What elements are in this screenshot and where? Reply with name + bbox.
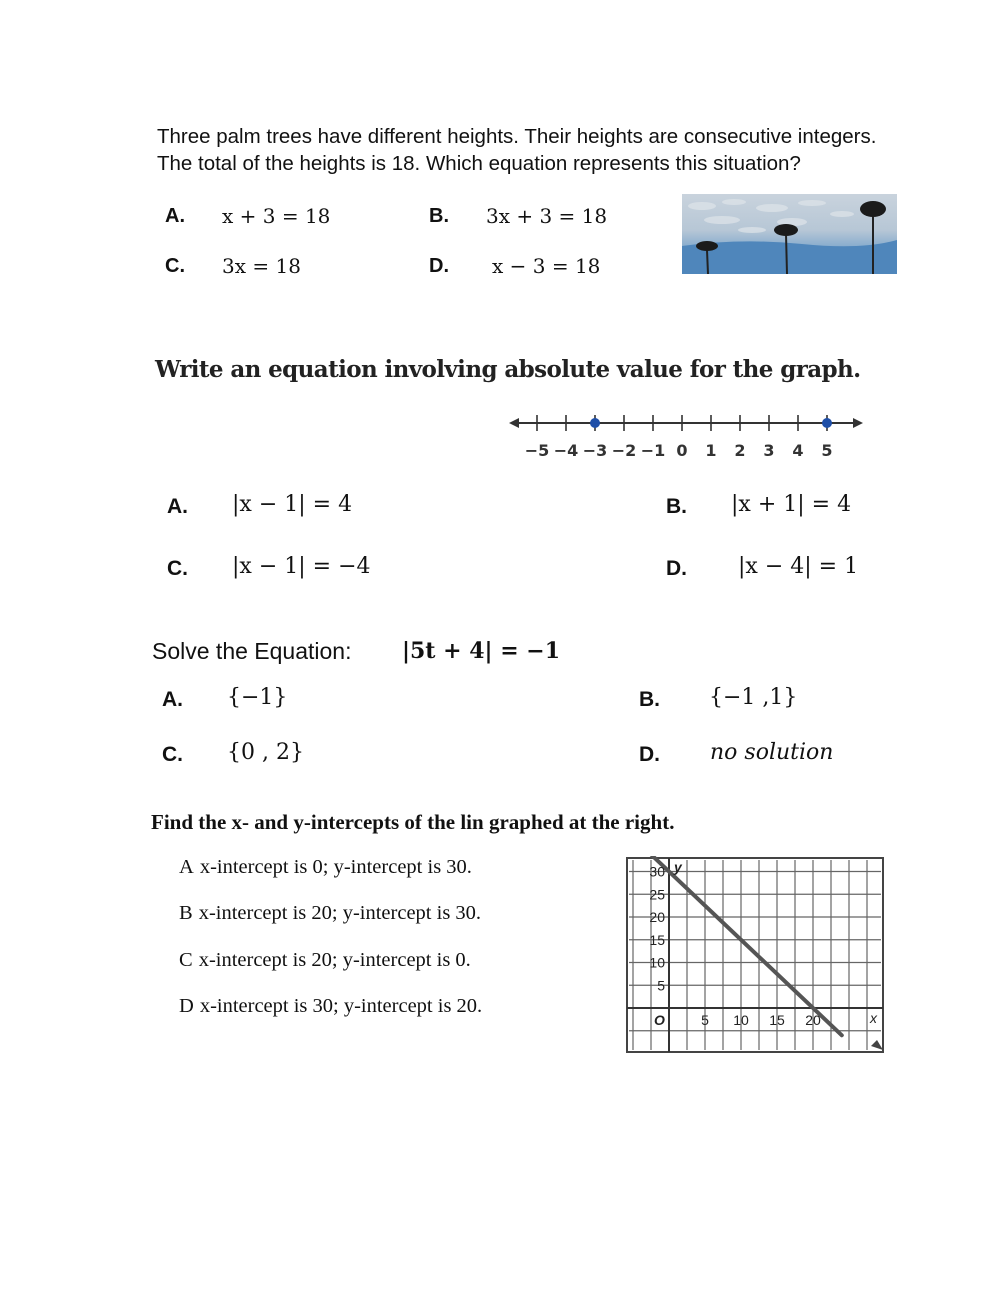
- number-line-label: 4: [792, 441, 804, 460]
- q4-title: Find the x- and y-intercepts of the lin graphed at the right.: [151, 810, 675, 834]
- q1-option-a[interactable]: x + 3 = 18: [222, 204, 331, 228]
- q3-option-c[interactable]: {0 , 2}: [227, 740, 304, 765]
- number-line-label: −4: [553, 441, 579, 460]
- q4-option-d-text: x-intercept is 30; y-intercept is 20.: [199, 995, 483, 1017]
- number-line-label: 0: [676, 441, 688, 460]
- graph-x-tick-label: 10: [733, 1012, 749, 1028]
- graph-origin-label: O: [654, 1012, 665, 1028]
- q4-option-a-letter: A: [179, 856, 194, 878]
- q3-option-c-letter: C.: [162, 743, 183, 766]
- q1-prompt: Three palm trees have different heights. Their heights are consecutive integers. The total of the heights is 18. Which equation represents this situation?: [157, 125, 877, 175]
- q2-option-a[interactable]: |x − 1| = 4: [232, 492, 353, 517]
- intercept-graph: [625, 856, 887, 1056]
- graph-y-tick-label: 25: [649, 886, 665, 903]
- q4-option-c[interactable]: [179, 949, 471, 972]
- number-line-label: 5: [821, 441, 833, 460]
- q1-option-d[interactable]: x − 3 = 18: [492, 254, 601, 278]
- q1-option-c[interactable]: 3x = 18: [222, 254, 301, 278]
- number-line-point: [590, 418, 600, 428]
- graph-y-tick-label: 15: [649, 931, 665, 948]
- q3-option-d[interactable]: no solution: [710, 740, 834, 765]
- graph-y-tick-label: 10: [649, 954, 665, 971]
- q2-option-d-letter: D.: [666, 557, 687, 580]
- q4-option-c-text: x-intercept is 20; y-intercept is 0.: [198, 949, 471, 971]
- graph-x-tick-label: 15: [769, 1012, 785, 1028]
- q3-option-a-letter: A.: [162, 688, 183, 711]
- q3-option-b[interactable]: {−1 ,1}: [709, 685, 798, 710]
- q1-option-d-letter: D.: [429, 255, 449, 277]
- q2-option-c[interactable]: |x − 1| = −4: [232, 554, 371, 579]
- number-line-label: −3: [582, 441, 608, 460]
- q1-option-c-letter: C.: [165, 255, 185, 277]
- number-line-label: 1: [705, 441, 717, 460]
- q4-option-b-text: x-intercept is 20; y-intercept is 30.: [198, 902, 482, 924]
- q3-option-a[interactable]: {−1}: [227, 685, 288, 710]
- q3-title: Solve the Equation:: [152, 638, 352, 664]
- q2-option-b[interactable]: |x + 1| = 4: [731, 492, 852, 517]
- q2-option-d[interactable]: |x − 4| = 1: [738, 554, 859, 579]
- q1-option-b-letter: B.: [429, 205, 449, 227]
- q4-option-a[interactable]: [179, 856, 472, 879]
- number-line-left-arrow: [509, 418, 519, 428]
- graph-y-tick-label: 30: [649, 863, 665, 880]
- number-line-right-arrow: [853, 418, 863, 428]
- number-line: [505, 402, 865, 464]
- q3-option-b-letter: B.: [639, 688, 660, 711]
- palm-trees-image: [682, 194, 897, 274]
- graph-x-tick-label: 5: [701, 1012, 709, 1028]
- graph-y-tick-label: 20: [649, 909, 665, 925]
- number-line-label: −5: [524, 441, 550, 460]
- q4-option-d-letter: D: [179, 995, 194, 1017]
- q4-option-d[interactable]: [179, 995, 482, 1018]
- q3-option-d-letter: D.: [639, 743, 660, 766]
- number-line-label: −1: [640, 441, 666, 460]
- q3-equation: |5t + 4| = −1: [402, 638, 561, 664]
- q4-option-b-letter: B: [179, 902, 193, 924]
- graph-y-label: y: [674, 859, 682, 875]
- q2-option-b-letter: B.: [666, 495, 687, 518]
- number-line-label: −2: [611, 441, 637, 460]
- q2-option-a-letter: A.: [167, 495, 188, 518]
- q4-option-a-text: x-intercept is 0; y-intercept is 30.: [199, 856, 472, 878]
- graph-x-label: x: [870, 1010, 877, 1026]
- q4-option-c-letter: C: [179, 949, 193, 971]
- q2-title: Write an equation involving absolute value for the graph.: [155, 356, 861, 383]
- graph-y-tick-label: 5: [657, 977, 665, 994]
- q4-option-b[interactable]: [179, 902, 481, 925]
- graph-x-tick-label: 20: [805, 1012, 821, 1028]
- number-line-point: [822, 418, 832, 428]
- number-line-label: 3: [763, 441, 775, 460]
- q2-option-c-letter: C.: [167, 557, 188, 580]
- q1-option-a-letter: A.: [165, 205, 185, 227]
- q1-option-b[interactable]: 3x + 3 = 18: [486, 204, 608, 228]
- number-line-label: 2: [734, 441, 746, 460]
